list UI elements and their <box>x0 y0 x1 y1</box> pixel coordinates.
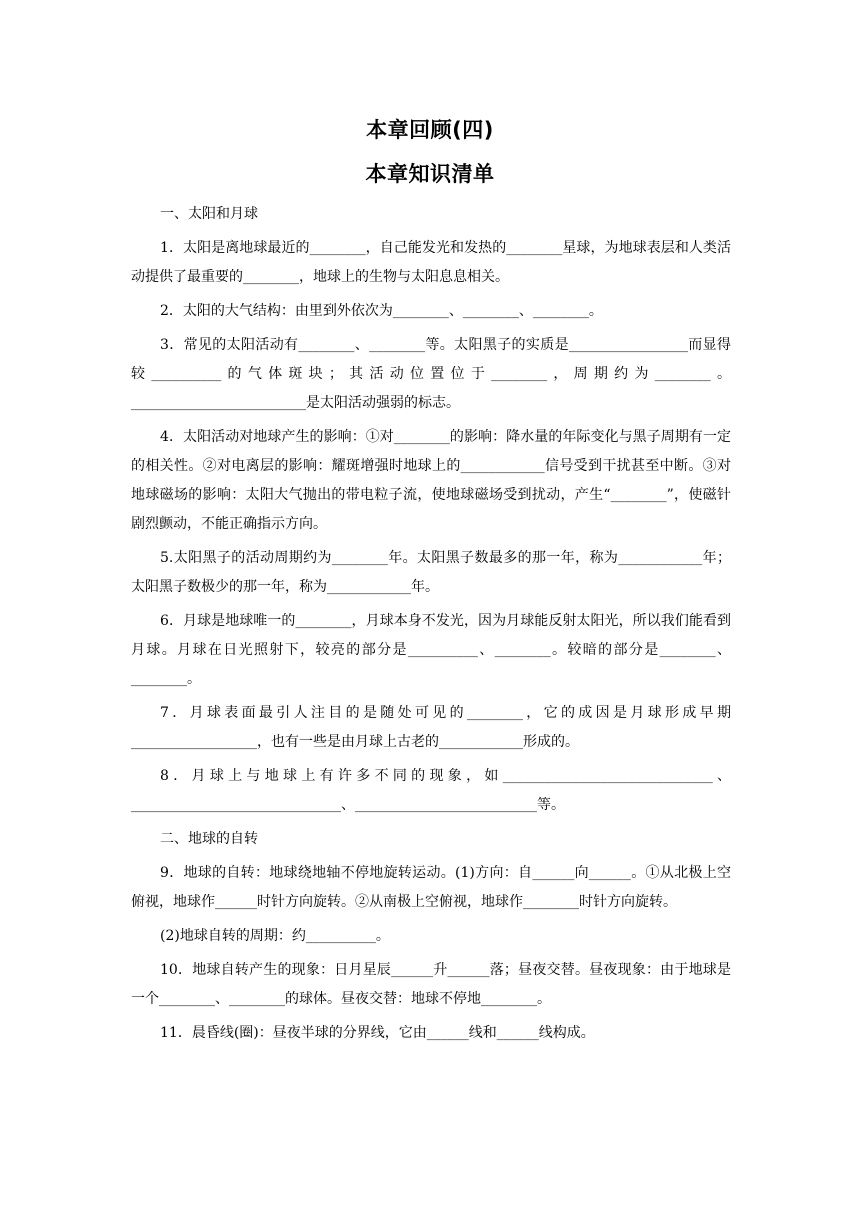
question-2: 2．太阳的大气结构：由里到外依次为________、________、________。 <box>160 303 603 319</box>
question-8: 8．月球上与地球上有许多不同的现象，如______________________________、______________________________、__________________________等。 <box>131 768 731 813</box>
section-heading-sun-moon: 一、太阳和月球 <box>160 206 258 222</box>
section-title: 本章知识清单 <box>365 162 495 186</box>
question-11: 11．晨昏线(圈)：昼夜半球的分界线，它由______线和______线构成。 <box>160 1025 595 1041</box>
chapter-title: 本章回顾(四) <box>366 118 494 142</box>
question-3: 3．常见的太阳活动有________、________等。太阳黑子的实质是_________________而显得较__________的气体斑块；其活动位置位于________，周期约为________。_________________________是太阳活动强弱的标志。 <box>131 337 731 411</box>
question-6: 6．月球是地球唯一的________，月球本身不发光，因为月球能反射太阳光，所以我们能看到月球。月球在日光照射下，较亮的部分是__________、________。较暗的部分是________、________。 <box>131 613 731 687</box>
question-10: 10．地球自转产生的现象：日月星辰______升______落；昼夜交替。昼夜现象：由于地球是一个________、________的球体。昼夜交替：地球不停地________。 <box>131 962 731 1007</box>
question-5: 5.太阳黑子的活动周期约为________年。太阳黑子数最多的那一年，称为____________年；太阳黑子数极少的那一年，称为____________年。 <box>131 550 731 595</box>
question-4: 4．太阳活动对地球产生的影响：①对________的影响：降水量的年际变化与黑子周期有一定的相关性。②对电离层的影响：耀斑增强时地球上的____________信号受到干扰甚至中断。③对地球磁场的影响：太阳大气抛出的带电粒子流，使地球磁场受到扰动，产生“________”，使磁针剧烈颤动，不能正确指示方向。 <box>131 429 731 532</box>
question-9: 9．地球的自转：地球绕地轴不停地旋转运动。(1)方向：自______向______。①从北极上空俯视，地球作______时针方向旋转。②从南极上空俯视，地球作________时针方向旋转。 <box>131 865 731 910</box>
question-1: 1．太阳是离地球最近的________，自己能发光和发热的________星球，为地球表层和人类活动提供了最重要的________，地球上的生物与太阳息息相关。 <box>131 240 731 285</box>
section-heading-rotation: 二、地球的自转 <box>160 831 258 847</box>
question-7: 7．月球表面最引人注目的是随处可见的________，它的成因是月球形成早期__________________，也有一些是由月球上古老的____________形成的。 <box>131 705 731 750</box>
document-body <box>131 200 731 1053</box>
question-9-part-2: (2)地球自转的周期：约__________。 <box>160 928 390 944</box>
